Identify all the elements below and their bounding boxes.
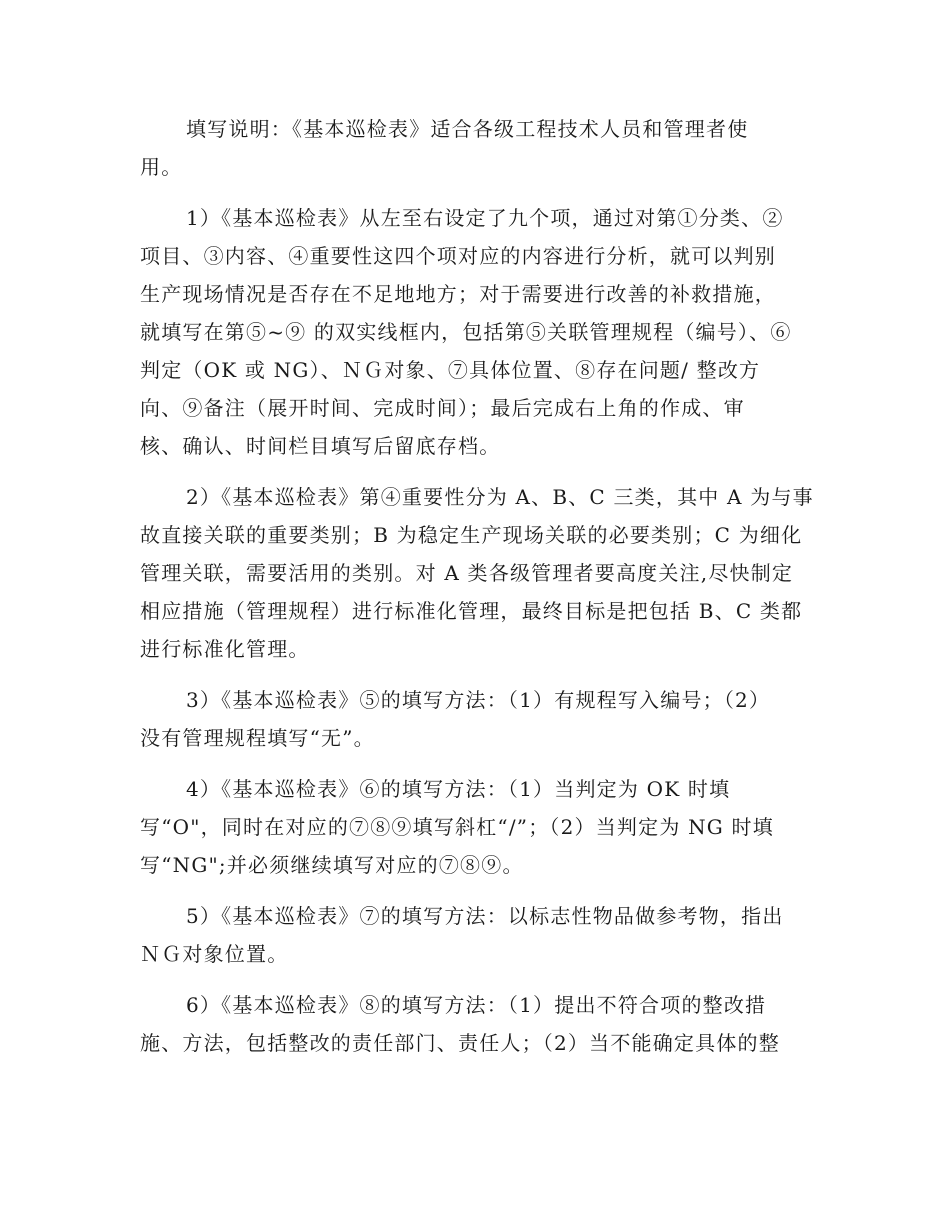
text-line: 判定（OK 或 NG）、ＮＧ对象、⑦具体位置、⑧存在问题/ 整改方 bbox=[140, 358, 761, 382]
text-line: 6）《基本巡检表》⑧的填写方法：（1）提出不符合项的整改措 bbox=[186, 993, 767, 1017]
text-line: 相应措施（管理规程）进行标准化管理，最终目标是把包括 B、C 类都 bbox=[140, 599, 803, 623]
text-line: 用。 bbox=[140, 155, 183, 179]
text-line: 写“O"，同时在对应的⑦⑧⑨填写斜杠“/”；（2）当判定为 NG 时填 bbox=[140, 815, 774, 839]
text-line: 写“NG";并必须继续填写对应的⑦⑧⑨。 bbox=[140, 853, 524, 877]
text-line: 施、方法，包括整改的责任部门、责任人；（2）当不能确定具体的整 bbox=[140, 1031, 780, 1055]
text-line: 核、确认、时间栏目填写后留底存档。 bbox=[140, 434, 501, 458]
text-line: 管理关联，需要活用的类别。对 A 类各级管理者要高度关注,尽快制定 bbox=[140, 561, 794, 585]
text-line: 填写说明：《基本巡检表》适合各级工程技术人员和管理者使 bbox=[186, 117, 749, 141]
text-line: 5）《基本巡检表》⑦的填写方法：以标志性物品做参考物，指出 bbox=[186, 904, 784, 928]
text-line: 生产现场情况是否存在不足地地方；对于需要进行改善的补救措施， bbox=[140, 282, 776, 306]
paragraph-item-3 bbox=[140, 681, 815, 757]
paragraph-item-6 bbox=[140, 986, 815, 1062]
text-line: 没有管理规程填写“无”。 bbox=[140, 726, 375, 750]
paragraph-item-1 bbox=[140, 199, 815, 465]
text-line: ＮＧ对象位置。 bbox=[140, 942, 289, 966]
text-line: 向、⑨备注（展开时间、完成时间）；最后完成右上角的作成、审 bbox=[140, 396, 745, 420]
text-line: 进行标准化管理。 bbox=[140, 637, 310, 661]
text-line: 3）《基本巡检表》⑤的填写方法：（1）有规程写入编号；（2） bbox=[186, 688, 771, 712]
paragraph-item-2 bbox=[140, 478, 815, 668]
paragraph-item-4 bbox=[140, 770, 815, 884]
text-line: 4）《基本巡检表》⑥的填写方法：（1）当判定为 OK 时填 bbox=[186, 777, 731, 801]
text-line: 2）《基本巡检表》第④重要性分为 A、B、C 三类，其中 A 为与事 bbox=[186, 485, 814, 509]
text-line: 1）《基本巡检表》从左至右设定了九个项，通过对第①分类、② bbox=[186, 206, 784, 230]
text-line: 故直接关联的重要类别；B 为稳定生产现场关联的必要类别；C 为细化 bbox=[140, 523, 803, 547]
text-line: 就填写在第⑤~⑨ 的双实线框内，包括第⑤关联管理规程（编号）、⑥ bbox=[140, 320, 792, 344]
paragraph-intro bbox=[140, 110, 815, 186]
text-line: 项目、③内容、④重要性这四个项对应的内容进行分析，就可以判别 bbox=[140, 244, 776, 268]
paragraph-item-5 bbox=[140, 897, 815, 973]
document-body bbox=[140, 110, 815, 1075]
